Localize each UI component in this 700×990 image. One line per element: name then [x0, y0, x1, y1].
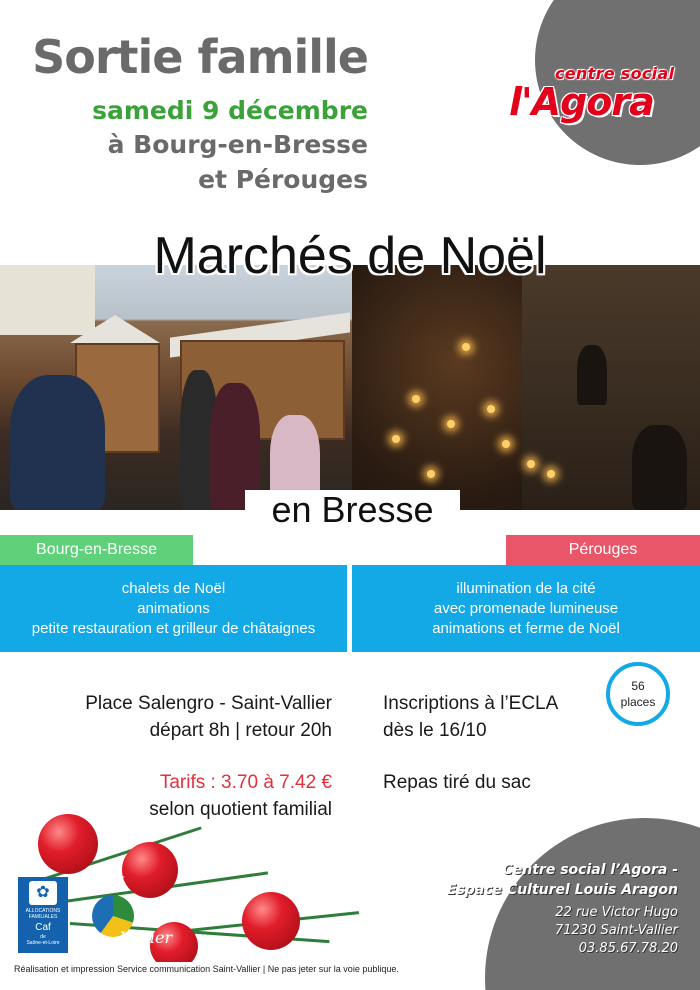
- caf-line1: ALLOCATIONS: [25, 908, 61, 914]
- perouges-activities-panel: [352, 565, 700, 652]
- caf-family-icon: ✿: [29, 881, 57, 905]
- price-note: selon quotient familial: [149, 799, 332, 820]
- main-title: Marchés de Noël: [153, 227, 547, 285]
- logo-subtitle: centre social: [555, 64, 675, 83]
- contact-name-line2: Espace Culturel Louis Aragon: [446, 882, 678, 898]
- flame: [447, 420, 455, 428]
- flame: [412, 395, 420, 403]
- places-unit: places: [620, 695, 656, 709]
- person-shape: [632, 425, 687, 510]
- activity-line: illumination de la cité: [456, 580, 596, 597]
- caf-line4: Saône-et-Loire: [26, 940, 60, 946]
- caf-line2: FAMILIALES: [28, 914, 58, 920]
- contact-street: 22 rue Victor Hugo: [555, 905, 678, 920]
- registration-date: dès le 16/10: [383, 720, 487, 741]
- contact-disc: [485, 818, 700, 990]
- event-date: samedi 9 décembre: [92, 96, 368, 125]
- red-bauble: [38, 814, 98, 874]
- flame: [392, 435, 400, 443]
- registration-place: Inscriptions à l’ECLA: [383, 693, 559, 714]
- footer-credits: Réalisation et impression Service communication Saint-Vallier | Ne pas jeter sur la voie publique.: [14, 964, 399, 974]
- flame: [527, 460, 535, 468]
- activity-line: animations et ferme de Noël: [432, 620, 620, 637]
- sub-title: en Bresse: [245, 490, 460, 530]
- saint-vallier-logo-line2: Vallier: [120, 928, 173, 947]
- activity-line: chalets de Noël: [121, 580, 226, 597]
- caf-name: Caf: [35, 922, 51, 933]
- activity-line: avec promenade lumineuse: [433, 600, 619, 617]
- saint-vallier-logo-line1: Saint: [82, 870, 125, 889]
- person-shape: [10, 375, 105, 510]
- activity-line: petite restauration et grilleur de châtaignes: [31, 620, 316, 637]
- tag-bourg-en-bresse: Bourg-en-Bresse: [0, 535, 193, 565]
- logo-title: l'Agora: [509, 80, 654, 124]
- contact-phone: 03.85.67.78.20: [578, 941, 678, 956]
- price-range: Tarifs : 3.70 à 7.42 €: [159, 772, 332, 793]
- flame: [427, 470, 435, 478]
- flame: [502, 440, 510, 448]
- meeting-place: Place Salengro - Saint-Vallier: [85, 693, 332, 714]
- departure-times: départ 8h | retour 20h: [149, 720, 332, 741]
- event-place-line2: et Pérouges: [198, 165, 368, 194]
- torchlight-photo: [352, 265, 700, 510]
- red-bauble: [242, 892, 300, 950]
- contact-name-line1: Centre social l’Agora -: [502, 862, 678, 878]
- meal-info: Repas tiré du sac: [383, 772, 531, 793]
- activity-line: animations: [137, 600, 210, 617]
- flame: [547, 470, 555, 478]
- event-place-line1: à Bourg-en-Bresse: [107, 130, 368, 159]
- flame: [462, 343, 470, 351]
- page-title: Sortie famille: [32, 30, 368, 84]
- places-badge: [606, 662, 670, 726]
- tag-perouges: Pérouges: [506, 535, 700, 565]
- caf-logo: [18, 877, 68, 953]
- person-shape: [577, 345, 607, 405]
- bourg-activities-panel: [0, 565, 347, 652]
- chalet-roof: [70, 315, 160, 343]
- red-bauble: [122, 842, 178, 898]
- caf-line3: de: [40, 934, 46, 940]
- flame: [487, 405, 495, 413]
- market-photo: [0, 265, 352, 510]
- places-count: 56: [631, 679, 645, 693]
- contact-city: 71230 Saint-Vallier: [554, 923, 678, 938]
